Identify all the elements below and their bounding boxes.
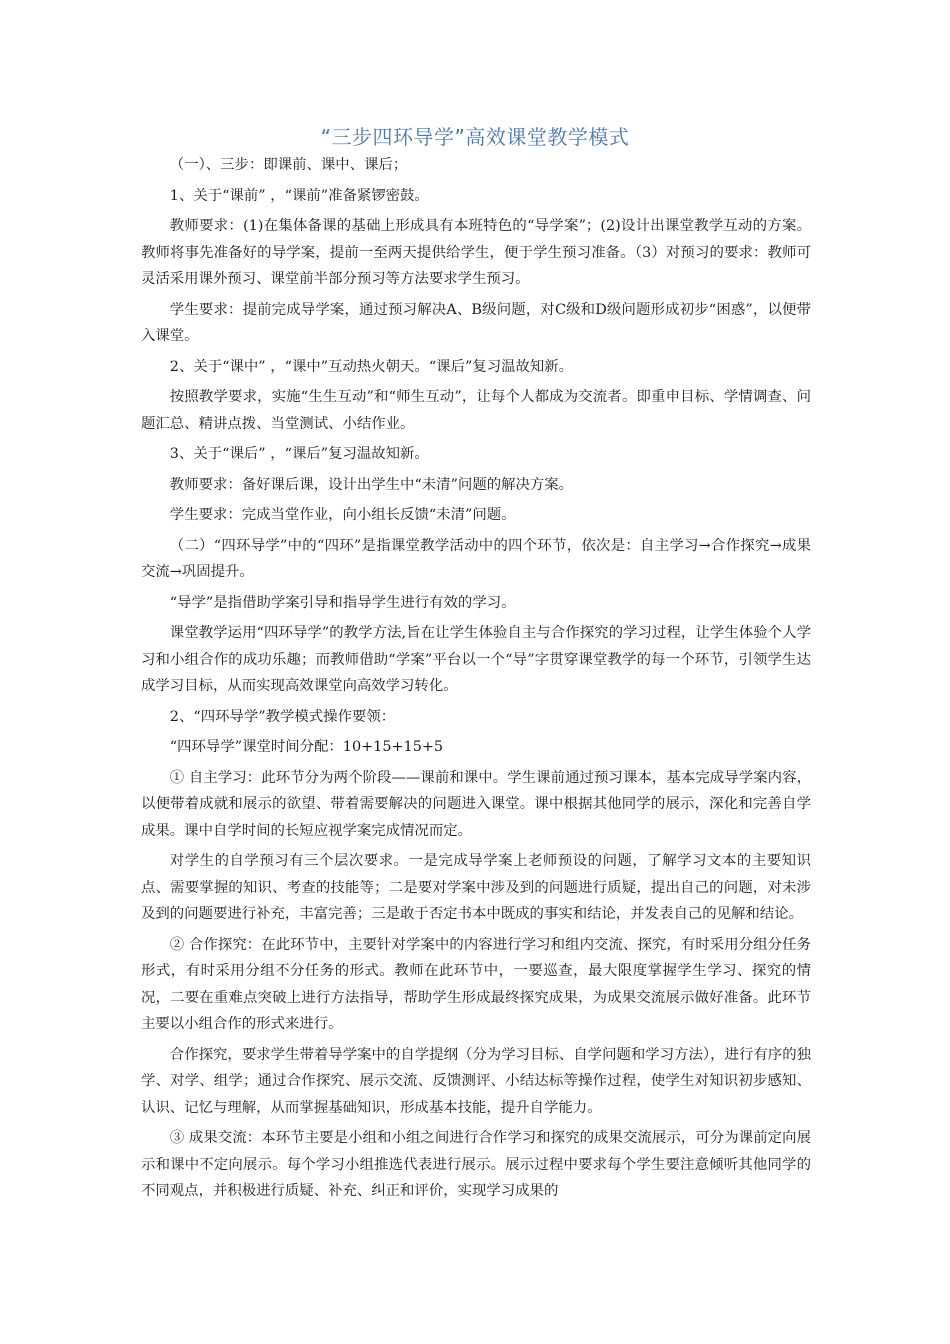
paragraph: （一）、三步：即课前、课中、课后； bbox=[169, 157, 408, 173]
document-title: “三步四环导学”高效课堂教学模式 bbox=[320, 125, 630, 149]
paragraph: 按照教学要求，实施“生生互动”和“师生互动”，让每个人都成为交流者。即重申目标、学情调查、问题汇总、精讲点拨、当堂测试、小结作业。 bbox=[141, 389, 811, 432]
paragraph: ③ 成果交流：本环节主要是小组和小组之间进行合作学习和探究的成果交流展示，可分为课前定向展示和课中不定向展示。每个学习小组推选代表进行展示。展示过程中要求每个学生要注意倾听其他同学的不同观点，并积极进行质疑、补充、纠正和评价，实现学习成果的 bbox=[141, 1130, 811, 1199]
paragraph: 学生要求：提前完成导学案，通过预习解决A、B级问题，对C级和D级问题形成初步“困惑”，以便带入课堂。 bbox=[141, 301, 811, 344]
paragraph: 学生要求：完成当堂作业，向小组长反馈“未清”问题。 bbox=[169, 507, 516, 523]
paragraph: 对学生的自学预习有三个层次要求。一是完成导学案上老师预设的问题，了解学习文本的主要知识点、需要掌握的知识、考查的技能等；二是要对学案中涉及到的问题进行质疑，提出自己的问题，对未涉及到的问题要进行补充，丰富完善；三是敢于否定书本中既成的事实和结论，并发表自己的见解和结论。 bbox=[141, 853, 811, 922]
paragraph: ① 自主学习：此环节分为两个阶段——课前和课中。学生课前通过预习课本，基本完成导学案内容，以便带着成就和展示的欲望、带着需要解决的问题进入课堂。课中根据其他同学的展示，深化和完善自学成果。课中自学时间的长短应视学案完成情况而定。 bbox=[141, 769, 811, 839]
paragraph: 教师要求：(1)在集体备课的基础上形成具有本班特色的“导学案”；(2)设计出课堂教学互动的方案。教师将事先准备好的导学案，提前一至两天提供给学生，便于学生预习准备。（3）对预习的要求：教师可灵活采用课外预习、课堂前半部分预习等方法要求学生预习。 bbox=[141, 218, 811, 287]
paragraph: 合作探究，要求学生带着导学案中的自学提纲（分为学习目标、自学问题和学习方法），进行有序的独学、对学、组学；通过合作探究、展示交流、反馈测评、小结达标等操作过程，使学生对知识初步感知、认识、记忆与理解，从而掌握基础知识，形成基本技能，提升自学能力。 bbox=[141, 1046, 811, 1116]
paragraph: “导学”是指借助学案引导和指导学生进行有效的学习。 bbox=[169, 594, 516, 611]
paragraph: （二）“四环导学”中的“四环”是指课堂教学活动中的四个环节，依次是：自主学习→合作探究→成果交流→巩固提升。 bbox=[141, 537, 811, 580]
document-body bbox=[141, 152, 811, 1209]
paragraph: 2、关于“课中” ，“课中”互动热火朝天。“课后”复习温故知新。 bbox=[169, 358, 574, 375]
paragraph: 3、关于“课后” ，“课后”复习温故知新。 bbox=[169, 446, 429, 462]
paragraph: “四环导学”课堂时间分配：10+15+15+5 bbox=[169, 739, 444, 755]
paragraph: ② 合作探究：在此环节中，主要针对学案中的内容进行学习和组内交流、探究，有时采用分组分任务形式，有时采用分组不分任务的形式。教师在此环节中，一要巡查，最大限度掌握学生学习、探究的情况，二要在重难点突破上进行方法指导，帮助学生形成最终探究成果，为成果交流展示做好准备。此环节主要以小组合作的形式来进行。 bbox=[141, 936, 811, 1032]
paragraph: 课堂教学运用“四环导学”的教学方法,旨在让学生体验自主与合作探究的学习过程，让学生体验个人学习和小组合作的成功乐趣；而教师借助“学案”平台以一个“导”字贯穿课堂教学的每一个环节，引领学生达成学习目标，从而实现高效课堂向高效学习转化。 bbox=[141, 625, 811, 694]
paragraph: 教师要求：备好课后课，设计出学生中“未清”问题的解决方案。 bbox=[169, 476, 574, 493]
paragraph: 1、关于“课前” ，“课前”准备紧锣密鼓。 bbox=[169, 187, 429, 204]
paragraph: 2、“四环导学”教学模式操作要领： bbox=[169, 708, 396, 725]
